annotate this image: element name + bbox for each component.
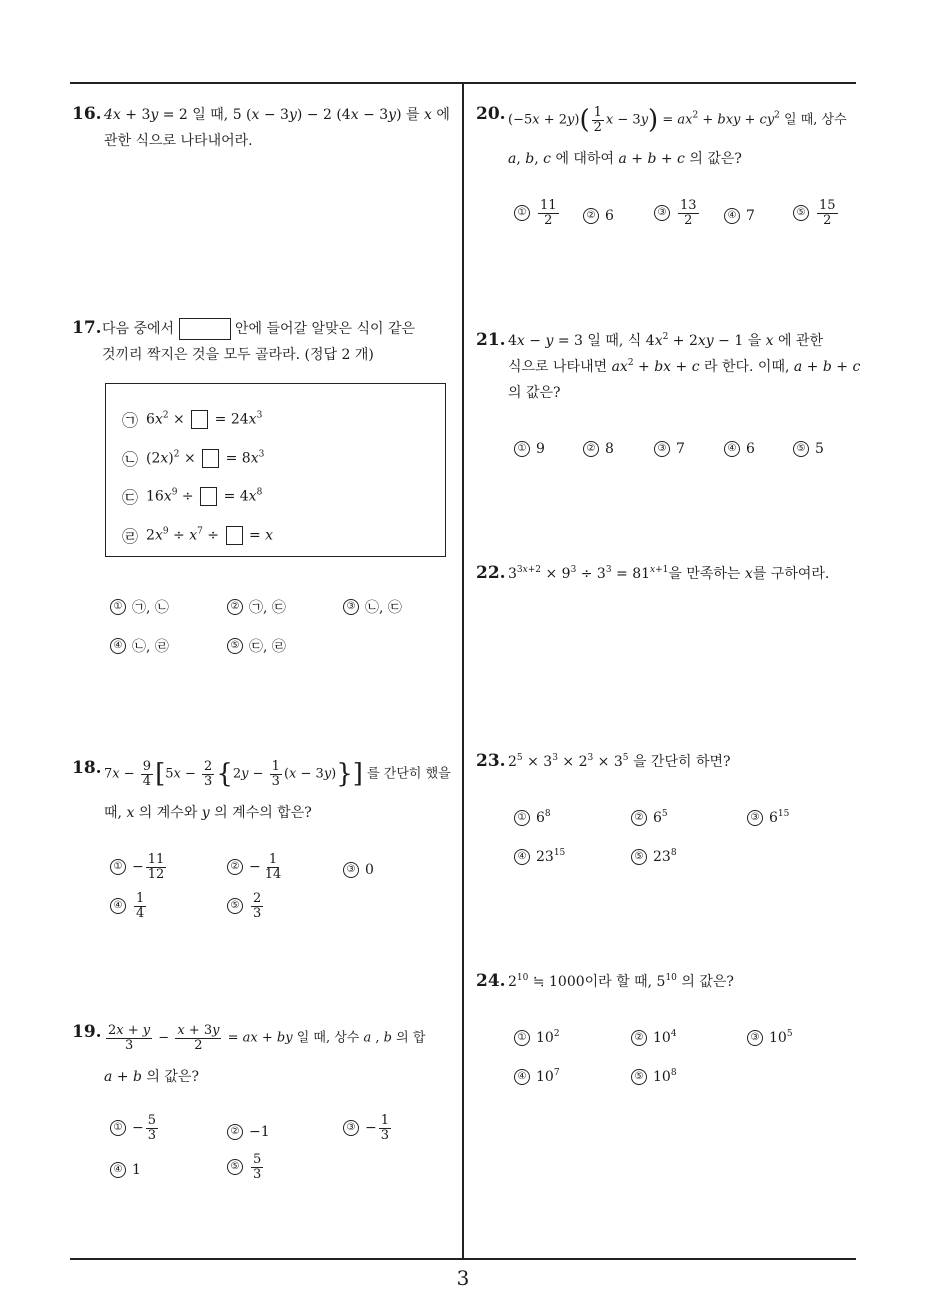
choice-4[interactable]: ④ 7 bbox=[724, 208, 755, 224]
question-number: 19. bbox=[72, 1022, 102, 1042]
choice-2[interactable]: ② $6^5$ bbox=[631, 810, 668, 826]
choice-5[interactable]: ⑤ ㉢, ㉣ bbox=[227, 636, 286, 656]
choice-2[interactable]: ② −1 bbox=[227, 1124, 270, 1140]
question-number: 21. bbox=[476, 330, 506, 350]
choice-3[interactable]: ③ 0 bbox=[343, 862, 374, 878]
question-number: 23. bbox=[476, 751, 506, 771]
choice-4[interactable]: ④ $23^{15}$ bbox=[514, 849, 565, 865]
choice-3[interactable]: ③ − $\frac{1}{3}$ bbox=[343, 1114, 393, 1142]
choice-1[interactable]: ① $10^2$ bbox=[514, 1030, 560, 1046]
item-d: ㉣ $2x^9 \div x^7$ ÷ = x bbox=[122, 526, 274, 546]
choice-4[interactable]: ④ 1 bbox=[110, 1162, 141, 1178]
question-16 bbox=[72, 104, 457, 164]
question-text: 4x − y = 3 일 때, 식 $4x^2 + 2xy - 1$ 을 x 에 관한 식으로 나타내면 $ax^2$ + bx + c 라 한다. 이때, a + b + c 의 값은? bbox=[508, 332, 861, 401]
question-22 bbox=[476, 563, 861, 593]
choice-5[interactable]: ⑤ 5 bbox=[793, 441, 824, 457]
question-text: $\frac{2x + y}{3}$ − $\frac{x + 3y}{2}$ = ax + by 일 때, 상수 a , b 의 합 bbox=[108, 1023, 426, 1053]
question-text: 7x − $\frac{9}{4}$ [5x − $\frac{2}{3}$ {2y − $\frac{1}{3}$ (x − 3y)}] 를 간단히 했을 bbox=[104, 759, 451, 790]
choice-3[interactable]: ③ $10^5$ bbox=[747, 1030, 793, 1046]
choice-3[interactable]: ③ 7 bbox=[654, 441, 685, 457]
choice-4[interactable]: ④ ㉡, ㉣ bbox=[110, 636, 169, 656]
question-number: 16. bbox=[72, 104, 102, 124]
page-number: 3 bbox=[456, 1266, 470, 1290]
choice-2[interactable]: ② 6 bbox=[583, 208, 614, 224]
choice-4[interactable]: ④ $\frac{1}{4}$ bbox=[110, 892, 148, 920]
choice-3[interactable]: ③ $6^{15}$ bbox=[747, 810, 789, 826]
question-text: $2^{10}$ ≒ 1000이라 할 때, $5^{10}$ 의 값은? bbox=[508, 973, 734, 990]
choice-5[interactable]: ⑤ $\frac{2}{3}$ bbox=[227, 892, 265, 920]
item-c: ㉢ $16x^9$ ÷ = $4x^8$ bbox=[122, 487, 263, 507]
choice-1[interactable]: ① − $\frac{11}{12}$ bbox=[110, 853, 168, 881]
question-23 bbox=[476, 751, 861, 781]
question-text: 4x + 3y = 2 일 때, 5 (x − 3y) − 2 (4x − 3y) 를 x 에 관한 식으로 나타내어라. bbox=[104, 107, 450, 149]
question-number: 24. bbox=[476, 971, 506, 991]
choice-2[interactable]: ② ㉠, ㉢ bbox=[227, 597, 286, 617]
question-text: 다음 중에서 안에 들어갈 알맞은 식이 같은 것끼리 짝지은 것을 모두 골라라. (정답 2 개) bbox=[102, 316, 460, 368]
question-number: 18. bbox=[72, 758, 102, 778]
question-18: 18. 7x − $\frac{9}{4}$ [5x − $\frac{2}{3}$ {2y − $\frac{1}{3}$ (x − 3y)}] 를 간단히 했을 때, x 의 계수와 y 의 계수의 합은? bbox=[72, 758, 457, 838]
column-divider bbox=[462, 82, 464, 1260]
blank-box bbox=[179, 318, 231, 340]
choice-5[interactable]: ⑤ $\frac{5}{3}$ bbox=[227, 1153, 265, 1181]
choice-2[interactable]: ② 8 bbox=[583, 441, 614, 457]
choice-1[interactable]: ① $\frac{11}{2}$ bbox=[514, 199, 561, 227]
question-text: $3^{3x+2} \times 9^3 \div 3^3 = 81^{x+1}$을 만족하는 x를 구하여라. bbox=[508, 565, 830, 582]
choice-3[interactable]: ③ $\frac{13}{2}$ bbox=[654, 199, 701, 227]
choice-2[interactable]: ② − $\frac{1}{14}$ bbox=[227, 853, 285, 881]
choice-3[interactable]: ③ ㉡, ㉢ bbox=[343, 597, 402, 617]
question-19: 19. $\frac{2x + y}{3}$ − $\frac{x + 3y}{2}$ = ax + by 일 때, 상수 a , b 의 합 a + b 의 값은? bbox=[72, 1022, 457, 1092]
choice-2[interactable]: ② $10^4$ bbox=[631, 1030, 677, 1046]
choice-4[interactable]: ④ $10^7$ bbox=[514, 1069, 560, 1085]
choice-1[interactable]: ① ㉠, ㉡ bbox=[110, 597, 169, 617]
question-21 bbox=[476, 330, 861, 410]
question-number: 17. bbox=[72, 318, 102, 338]
choice-4[interactable]: ④ 6 bbox=[724, 441, 755, 457]
question-20: 20. (−5x + 2y)( $\frac{1}{2}$ $x - 3y) = ax^2$ + bxy + $cy^2$ 일 때, 상수 a, b, c 에 대하여 a + b + c 의 값은? bbox=[476, 104, 861, 174]
item-b: ㉡ $(2x)^2$ × = $8x^3$ bbox=[122, 449, 265, 469]
question-24 bbox=[476, 971, 861, 1001]
choice-1[interactable]: ① − $\frac{5}{3}$ bbox=[110, 1114, 160, 1142]
question-number: 22. bbox=[476, 563, 506, 583]
item-a: ㉠ $6x^2$ × = $24x^3$ bbox=[122, 410, 263, 430]
choice-5[interactable]: ⑤ $23^8$ bbox=[631, 849, 677, 865]
choice-5[interactable]: ⑤ $\frac{15}{2}$ bbox=[793, 199, 840, 227]
choice-1[interactable]: ① 9 bbox=[514, 441, 545, 457]
question-text: $2^5 \times 3^3 \times 2^3 \times 3^5$ 을 간단히 하면? bbox=[508, 753, 731, 770]
question-text: (−5x + 2y)( $\frac{1}{2}$ $x - 3y) = ax^2$ + bxy + $cy^2$ 일 때, 상수 bbox=[508, 105, 847, 136]
question-number: 20. bbox=[476, 104, 506, 124]
choice-5[interactable]: ⑤ $10^8$ bbox=[631, 1069, 677, 1085]
choice-1[interactable]: ① $6^8$ bbox=[514, 810, 551, 826]
